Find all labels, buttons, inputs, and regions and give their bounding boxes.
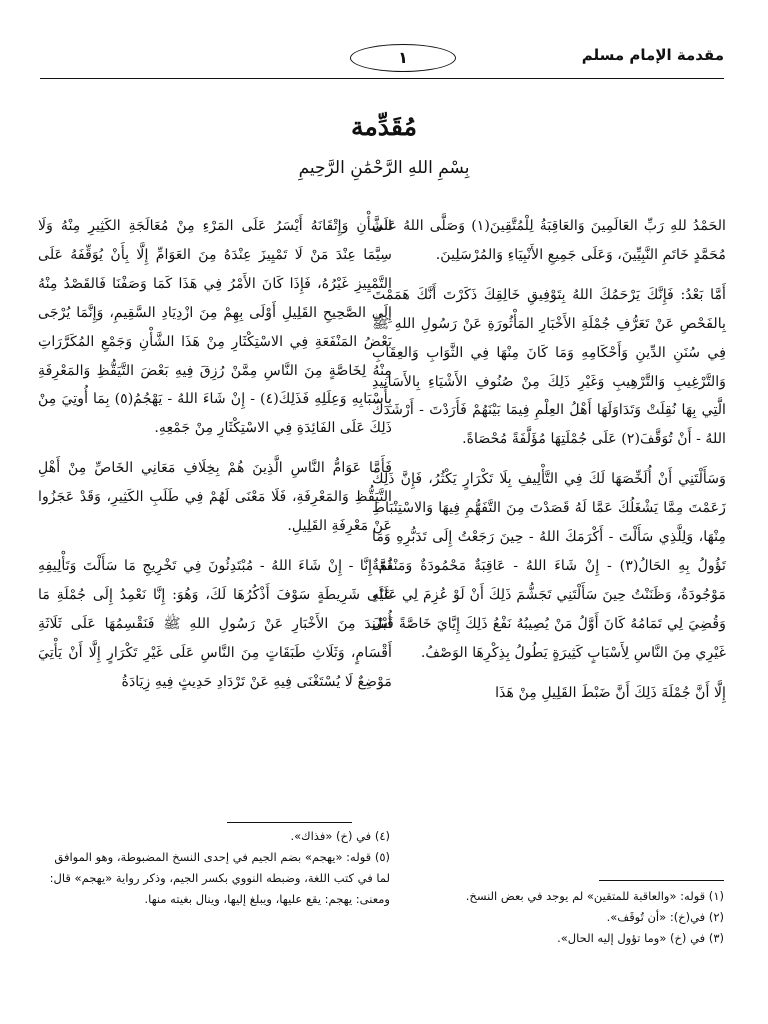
paragraph: ثُمَّ إِنَّا - إِنْ شَاءَ اللهُ - مُبْتَدِئُونَ فِي تَخْرِيجِ مَا سَأَلْتَ وَتَأْلِيفِهِ عَلَى شَرِيطَةٍ سَوْفَ أَذْكُرُهَا لَكَ، وَهُوَ: إِنَّا نَعْمِدُ إِلَى جُمْلَةِ مَا أُسْنِدَ مِنَ الأَخْبَارِ عَنْ رَسُولِ اللهِ ﷺ فَنَقْسِمُهَا عَلَى ثَلَاثَةِ أَقْسَامٍ، وَثَلَاثِ طَبَقَاتٍ مِنَ النَّاسِ عَلَى غَيْرِ تَكْرَارٍ إِلَّا أَنْ يَأْتِيَ مَوْضِعٌ لَا يُسْتَغْنَى فِيهِ عَنْ تَرْدَادِ حَدِيثٍ فِيهِ زِيَادَةُ — [38, 557, 392, 690]
right-text-column — [372, 212, 726, 708]
footnote-divider — [599, 880, 724, 881]
left-text-column — [38, 212, 392, 697]
paragraph: إِلَّا أَنَّ جُمْلَةَ ذَلِكَ أَنَّ ضَبْطَ القَلِيلِ مِنْ هَذَا — [495, 684, 726, 701]
footnote: (٣) في (خ) «وما تؤول إليه الحال». — [557, 931, 724, 945]
paragraph: وَسَأَلْتَنِي أَنْ أُلَخِّصَهَا لَكَ فِي التَّأْلِيفِ بِلَا تَكْرَارٍ يَكْثُرُ، فَإِنَّ ذَلِكَ زَعَمْتَ مِمَّا يَشْغَلُكَ عَمَّا لَهُ قَصَدْتَ مِنَ التَّفَهُّمِ فِيهَا وَالاسْتِنْبَاطِ مِنْهَا، وَلِلَّذِي سَأَلْتَ - أَكْرَمَكَ اللهُ - حِينَ رَجَعْتُ إِلَى تَدَبُّرِهِ وَمَا تَؤُولُ بِهِ الحَالُ(٣) - إِنْ شَاءَ اللهُ - عَاقِبَةٌ مَحْمُودَةٌ وَمَنْفَعَةٌ مَوْجُودَةٌ، وَظَنَنْتُ حِينَ سَأَلْتَنِي تَجَشُّمَ ذَلِكَ أَنْ لَوْ عُزِمَ لِي عَلَيْهِ وَقُضِيَ لِي تَمَامُهُ كَانَ أَوَّلُ مَنْ يُصِيبُهُ نَفْعُ ذَلِكَ إِيَّايَ خَاصَّةً قَبْلَ غَيْرِي مِنَ النَّاسِ لِأَسْبَابٍ كَثِيرَةٍ يَطُولُ بِذِكْرِهَا الوَصْفُ. — [372, 471, 726, 661]
basmala: بِسْمِ اللهِ الرَّحْمَٰنِ الرَّحِيمِ — [298, 158, 470, 178]
footnote: (٥) قوله: «يهجم» بضم الجيم في إحدى النسخ المضبوطة، وهو الموافق لما في كتب اللغة، وضبطه النووي بكسر الجيم، وذكر رواية «يهجم» قال: ومعنى: يهجم: يقع عليها، ويبلغ إليها، وينال بغيته منها. — [49, 850, 390, 906]
chapter-title: مُقَدِّمة — [351, 112, 417, 141]
footnote-divider — [227, 822, 352, 823]
paragraph: الحَمْدُ للهِ رَبِّ العَالَمِينَ وَالعَاقِبَةُ لِلْمُتَّقِينَ(١) وَصَلَّى اللهُ عَلَى مُحَمَّدٍ خَاتَمِ النَّبِيِّينَ، وَعَلَى جَمِيعِ الأَنْبِيَاءِ وَالمُرْسَلِينَ. — [372, 218, 726, 263]
paragraph: فَأَمَّا عَوَامُّ النَّاسِ الَّذِينَ هُمْ بِخِلَافِ مَعَانِي الخَاصِّ مِنْ أَهْلِ التَّيَقُّظِ وَالمَعْرِفَةِ، فَلَا مَعْنَى لَهُمْ فِي طَلَبِ الكَثِيرِ، وَقَدْ عَجَزُوا عَنْ مَعْرِفَةِ القَلِيلِ. — [38, 460, 392, 535]
paragraph: الشَّأْنِ وَإِتْقَانَهُ أَيْسَرُ عَلَى المَرْءِ مِنْ مُعَالَجَةِ الكَثِيرِ مِنْهُ وَلَا سِيَّمَا عِنْدَ مَنْ لَا تَمْيِيزَ عِنْدَهُ مِنَ العَوَامِّ إِلَّا بِأَنْ يُوَقِّفَهُ عَلَى التَّمْيِيزِ غَيْرُهُ، فَإِذَا كَانَ الأَمْرُ فِي هَذَا كَمَا وَصَفْنَا فَالقَصْدُ مِنْهُ إِلَى الصَّحِيحِ القَلِيلِ أَوْلَى بِهِمْ مِنَ ازْدِيَادِ السَّقِيمِ، وَإِنَّمَا يُرْجَى بَعْضُ المَنْفَعَةِ فِي الاسْتِكْثَارِ مِنْ هَذَا الشَّأْنِ وَجَمْعِ المُكَرَّرَاتِ مِنْهُ لِخَاصَّةٍ مِنَ النَّاسِ مِمَّنْ رُزِقَ فِيهِ بَعْضَ التَّيَقُّظِ وَالمَعْرِفَةِ بِأَسْبَابِهِ وَعِلَلِهِ فَذَلِكَ(٤) - إِنْ شَاءَ اللهُ - يَهْجُمُ(٥) بِمَا أُوتِيَ مِنْ ذَلِكَ عَلَى الفَائِدَةِ فِي الاسْتِكْثَارِ مِنْ جَمْعِهِ. — [38, 218, 392, 437]
footnotes-left — [38, 826, 390, 910]
footnote: (٤) في (خ) «فذاك». — [290, 829, 390, 843]
book-title: مقدمة الإمام مسلم — [581, 46, 724, 64]
page-header — [40, 40, 724, 80]
footnotes-right — [370, 886, 724, 949]
page-number: ١ — [350, 44, 456, 72]
footnote: (١) قوله: «والعاقبة للمتقين» لم يوجد في بعض النسخ. — [465, 889, 724, 903]
header-divider — [40, 78, 724, 79]
footnote: (٢) في(خ): «أن تُوقَف». — [606, 910, 724, 924]
paragraph: أَمَّا بَعْدُ: فَإِنَّكَ يَرْحَمُكَ اللهُ بِتَوْفِيقِ خَالِقِكَ ذَكَرْتَ أَنَّكَ هَمَمْتَ بِالفَحْصِ عَنْ تَعَرُّفِ جُمْلَةِ الأَخْبَارِ المَأْثُورَةِ عَنْ رَسُولِ اللهِ ﷺ فِي سُنَنِ الدِّينِ وَأَحْكَامِهِ وَمَا كَانَ مِنْهَا فِي الثَّوَابِ وَالعِقَابِ وَالتَّرْغِيبِ وَالتَّرْهِيبِ وَغَيْرِ ذَلِكَ مِنْ صُنُوفِ الأَشْيَاءِ بِالأَسَانِيدِ الَّتِي بِهَا نُقِلَتْ وَتَدَاوَلَهَا أَهْلُ العِلْمِ فِيمَا بَيْنَهُمْ فَأَرَدْتَ - أَرْشَدَكَ اللهُ - أَنْ تُوَقَّفَ(٢) عَلَى جُمْلَتِهَا مُؤَلَّفَةً مُحْصَاةً. — [372, 286, 726, 448]
